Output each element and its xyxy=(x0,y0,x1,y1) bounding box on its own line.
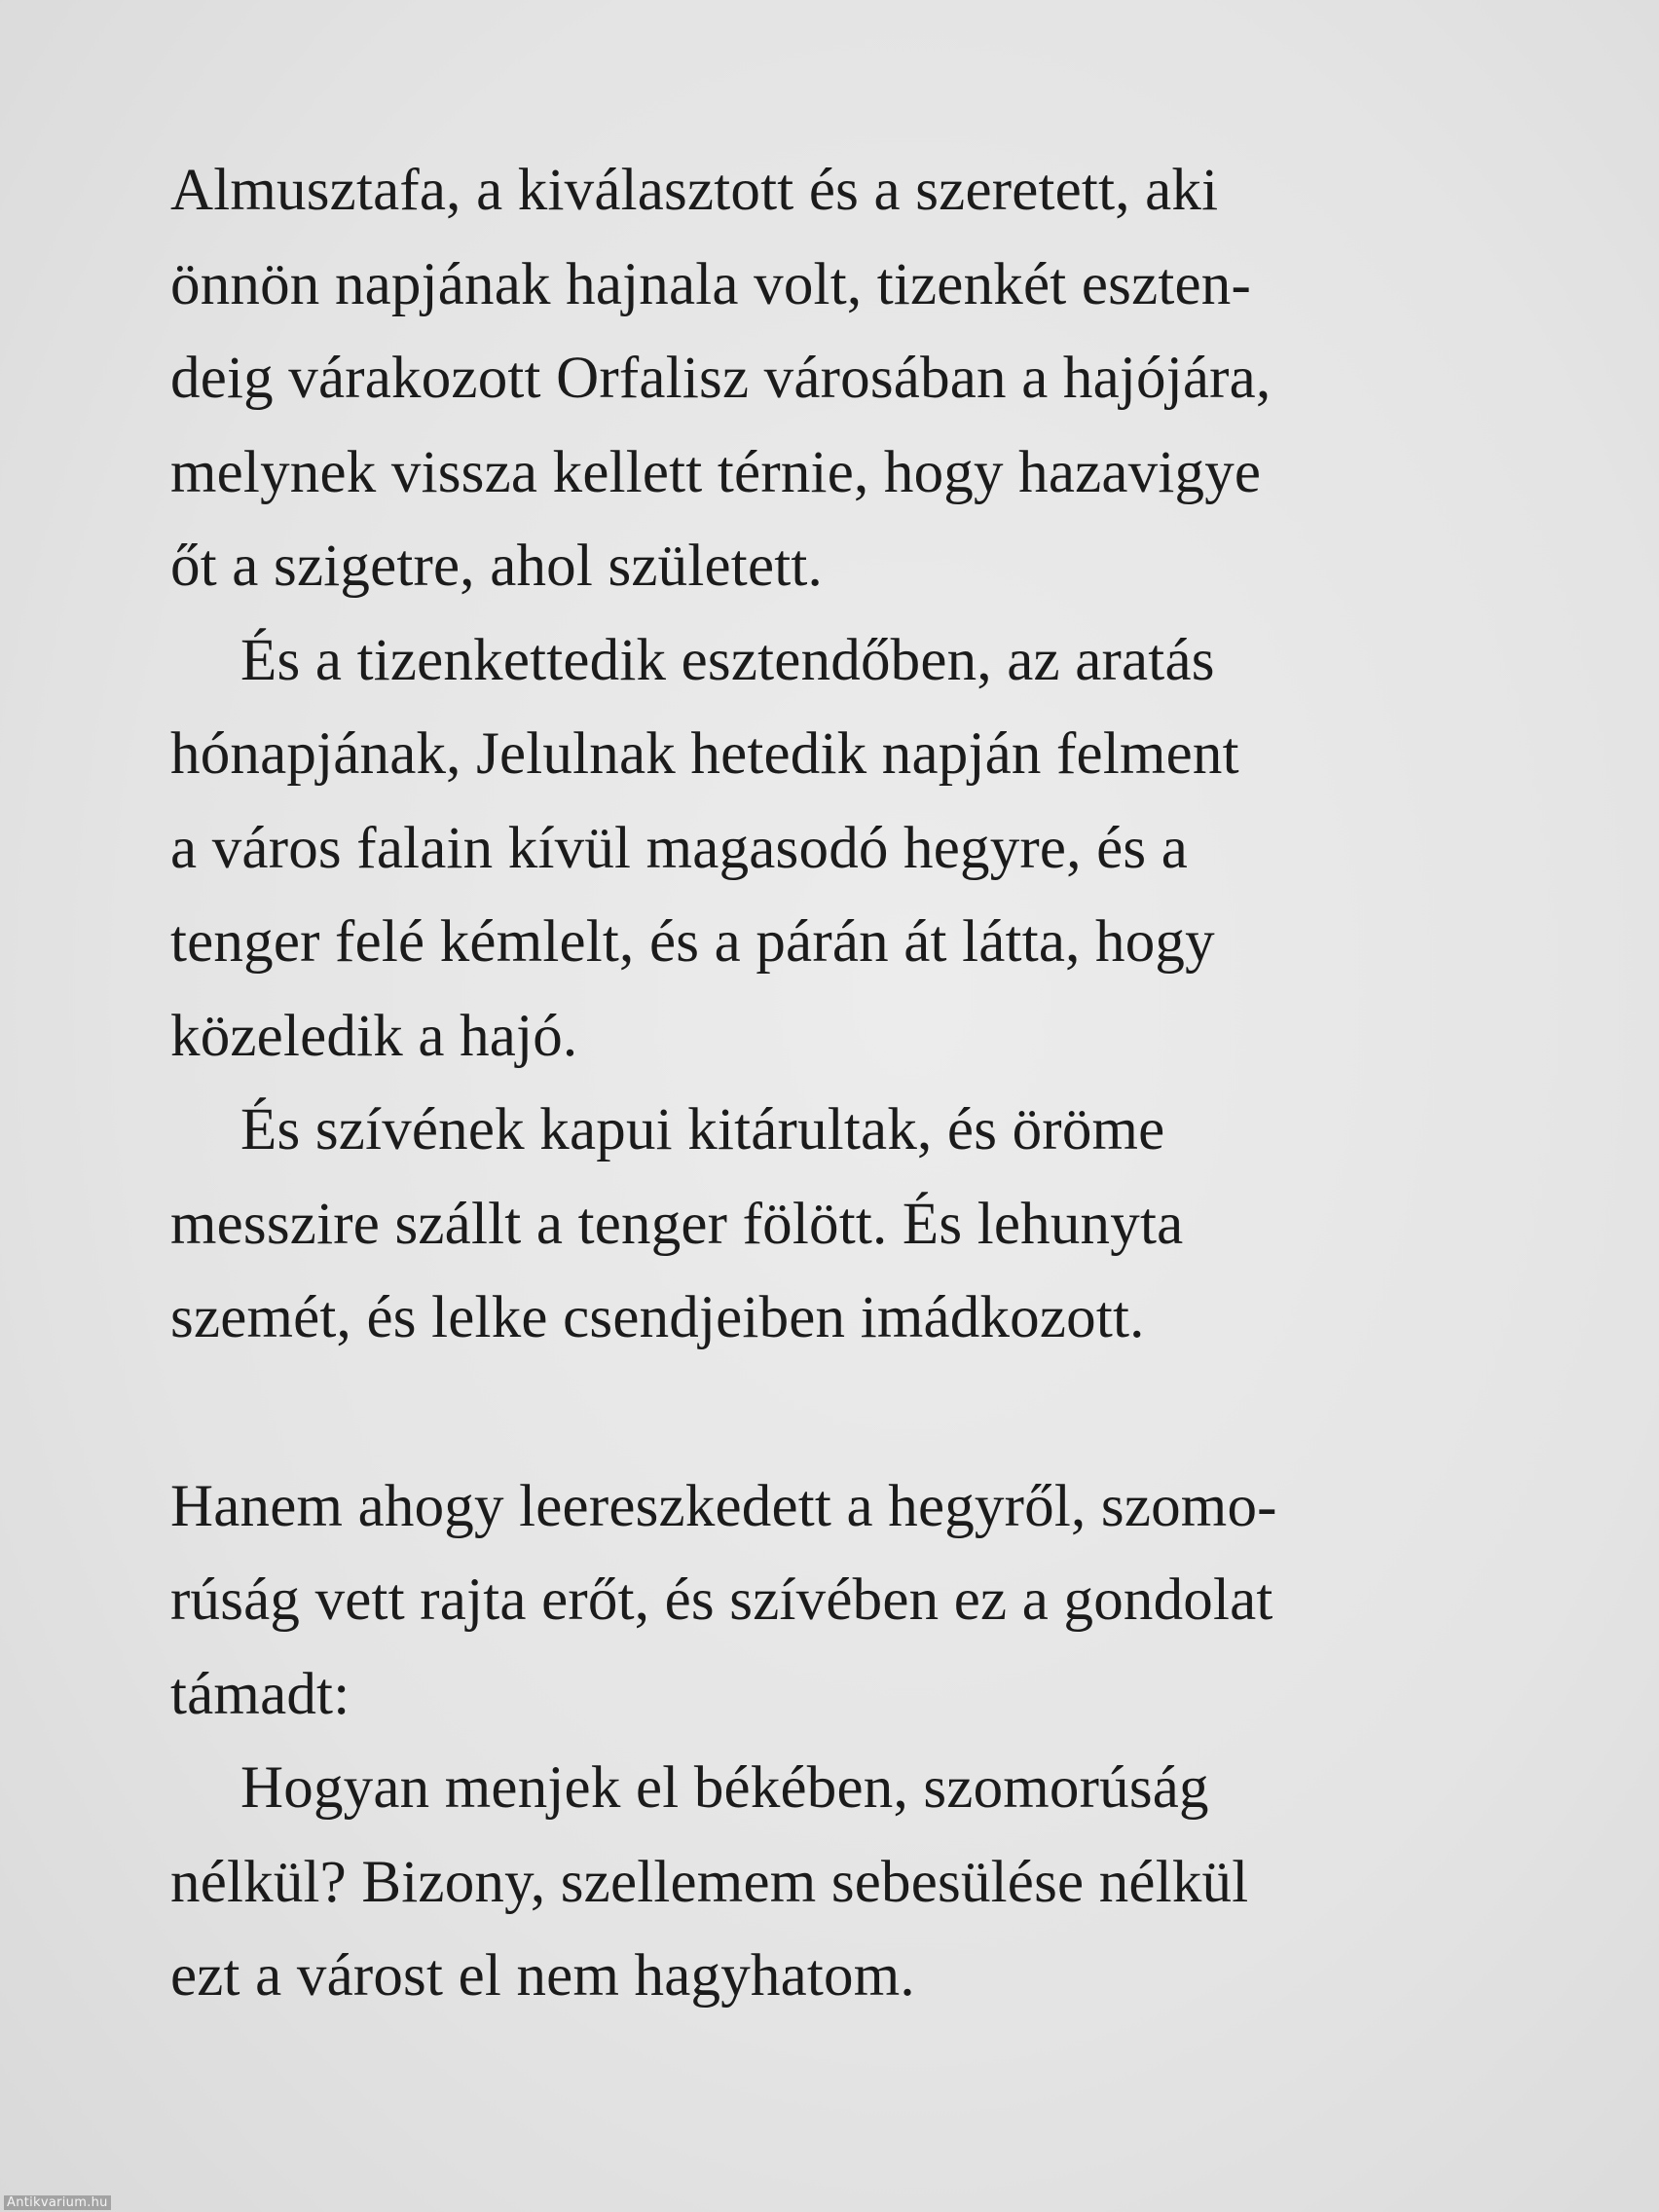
text-line: nélkül? Bizony, szellemem sebesülése nélkül xyxy=(170,1849,1249,1915)
text-line: tenger felé kémlelt, és a párán át látta, hogy xyxy=(170,909,1215,975)
text-line: támadt: xyxy=(170,1661,350,1727)
text-line: ezt a várost el nem hagyhatom. xyxy=(170,1943,915,2009)
text-line: És a tizenkettedik esztendőben, az aratás xyxy=(240,627,1215,693)
text-line: őt a szigetre, ahol született. xyxy=(170,534,823,599)
text-line: rúság vett rajta erőt, és szívében ez a gondolat xyxy=(170,1567,1273,1633)
text-line: Hanem ahogy leereszkedett a hegyről, szomo- xyxy=(170,1473,1277,1539)
text-line: Hogyan menjek el békében, szomorúság xyxy=(240,1755,1209,1821)
text-line: önnön napjának hajnala volt, tizenkét eszten- xyxy=(170,251,1251,317)
text-line: melynek vissza kellett térnie, hogy hazavigye xyxy=(170,439,1262,505)
text-line: közeledik a hajó. xyxy=(170,1003,578,1069)
text-line: És szívének kapui kitárultak, és öröme xyxy=(240,1097,1165,1162)
text-line: a város falain kívül magasodó hegyre, és a xyxy=(170,815,1189,881)
site-watermark: Antikvarium.hu xyxy=(4,2195,111,2210)
text-line: Almusztafa, a kiválasztott és a szeretett, aki xyxy=(170,158,1219,223)
section-break xyxy=(170,1366,1436,1460)
text-line: szemét, és lelke csendjeiben imádkozott. xyxy=(170,1285,1145,1350)
text-line: messzire szállt a tenger fölött. És lehunyta xyxy=(170,1191,1184,1257)
text-line: deig várakozott Orfalisz városában a hajójára, xyxy=(170,346,1272,411)
body-text xyxy=(170,144,1436,2024)
text-line: hónapjának, Jelulnak hetedik napján felment xyxy=(170,721,1239,787)
